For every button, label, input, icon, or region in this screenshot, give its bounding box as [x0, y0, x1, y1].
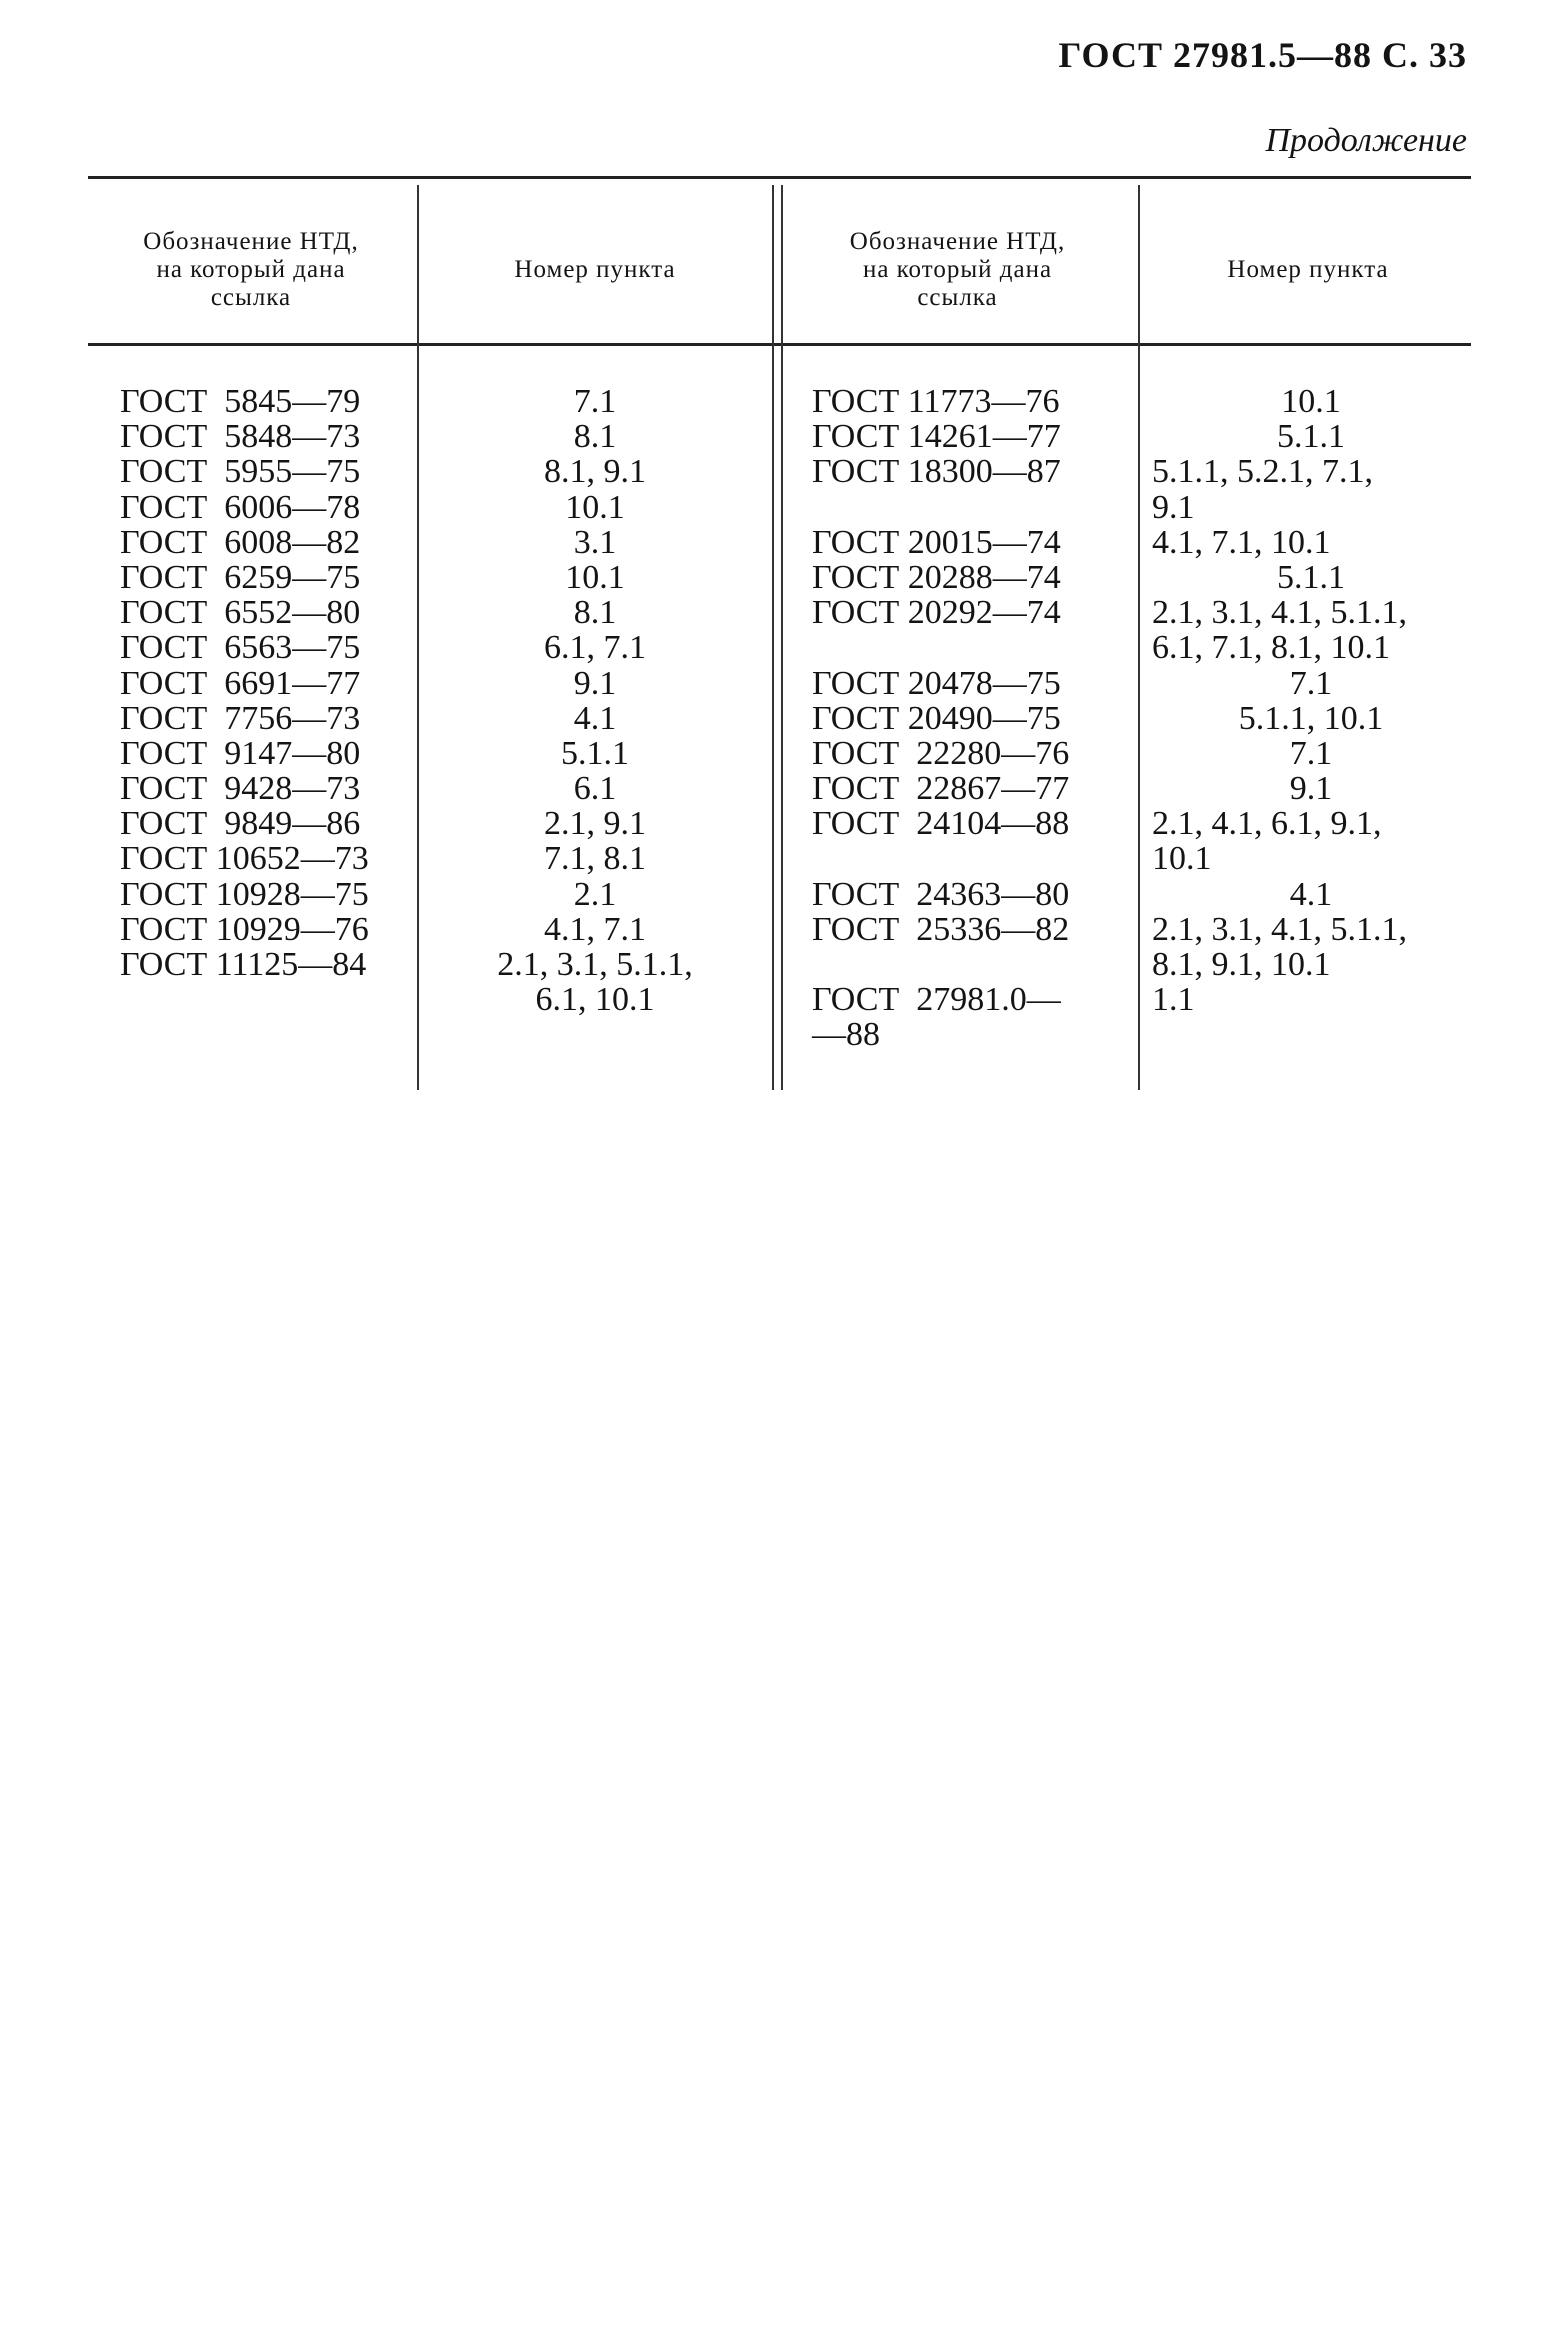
right-number-column: [1152, 384, 1470, 1053]
clause-number: 5.1.1: [1277, 418, 1345, 456]
reference-designation: ГОСТ 11125—84: [120, 946, 367, 983]
right-designation-column: [812, 384, 1069, 1053]
left-number-column: [440, 384, 750, 1017]
reference-designation: ГОСТ 24363—80: [812, 875, 1070, 913]
clause-number: 10.1: [1281, 383, 1341, 420]
continuation-label: Продолжение: [1265, 122, 1467, 159]
clause-number: 8.1: [573, 594, 617, 632]
spacer: [812, 490, 1069, 525]
clause-number: 7.1: [1289, 734, 1333, 772]
clause-number: 10.1: [565, 488, 625, 526]
clause-number: 4.1: [573, 699, 617, 737]
clause-number: 4.1: [1289, 875, 1333, 913]
reference-designation: ГОСТ 10928—75: [120, 875, 369, 913]
document-reference: ГОСТ 27981.5—88 С. 33: [1058, 35, 1467, 75]
reference-designation: ГОСТ 5848—73: [120, 418, 361, 456]
reference-designation: ГОСТ 18300—87: [812, 453, 1061, 491]
spacer: [812, 630, 1069, 665]
clause-number: 7.1, 8.1: [544, 840, 646, 878]
reference-designation: ГОСТ 5845—79: [120, 383, 361, 420]
clause-number: 5.1.1, 5.2.1, 7.1,: [1152, 453, 1373, 491]
clause-number: 5.1.1: [561, 734, 629, 772]
clause-number: 6.1: [573, 770, 617, 808]
spacer: [1152, 1017, 1470, 1052]
clause-number: 2.1, 9.1: [544, 805, 646, 843]
clause-number: 6.1, 7.1: [544, 629, 646, 667]
table-top-rule: [88, 176, 1471, 179]
reference-designation: ГОСТ 14261—77: [812, 418, 1061, 456]
spacer: [812, 947, 1069, 982]
column-header-number-left: Номер пункта: [514, 256, 676, 283]
reference-designation: ГОСТ 6563—75: [120, 629, 361, 667]
clause-number: 2.1: [573, 875, 617, 913]
clause-number: 9.1: [573, 664, 617, 702]
clause-number: 2.1, 3.1, 4.1, 5.1.1,: [1152, 910, 1407, 948]
reference-designation: ГОСТ 10929—76: [120, 910, 369, 948]
reference-designation: ГОСТ 11773—76: [812, 383, 1060, 420]
reference-designation: ГОСТ 5955—75: [120, 453, 361, 491]
clause-number: 2.1, 3.1, 4.1, 5.1.1,: [1152, 594, 1407, 632]
column-divider: [1138, 185, 1140, 1090]
reference-designation: ГОСТ 25336—82: [812, 910, 1070, 948]
clause-number: 4.1, 7.1: [544, 910, 646, 948]
reference-designation: ГОСТ 10652—73: [120, 840, 369, 878]
reference-designation: ГОСТ 6006—78: [120, 488, 361, 526]
spacer: [812, 841, 1069, 876]
double-column-divider-left: [772, 185, 774, 1090]
reference-designation: ГОСТ 6259—75: [120, 558, 361, 596]
clause-number: 4.1, 7.1, 10.1: [1152, 523, 1331, 561]
clause-number: 5.1.1, 10.1: [1238, 699, 1384, 737]
clause-number: 7.1: [1289, 664, 1333, 702]
clause-number: 8.1: [573, 418, 617, 456]
reference-designation: ГОСТ 22867—77: [812, 770, 1070, 808]
reference-designation: ГОСТ 24104—88: [812, 805, 1070, 843]
reference-designation: ГОСТ 6691—77: [120, 664, 361, 702]
clause-number: 8.1, 9.1: [544, 453, 646, 491]
clause-number: 10.1: [565, 558, 625, 596]
spacer: [120, 982, 369, 1017]
reference-designation: ГОСТ 27981.0—: [812, 981, 1061, 1019]
reference-designation: ГОСТ 9849—86: [120, 805, 361, 843]
clause-number: 3.1: [573, 523, 617, 561]
clause-number: 2.1, 3.1, 5.1.1,: [497, 946, 693, 983]
reference-designation: —88: [812, 1016, 880, 1054]
reference-designation: ГОСТ 20288—74: [812, 558, 1061, 596]
left-designation-column: [120, 384, 369, 1017]
clause-number: 2.1, 4.1, 6.1, 9.1,: [1152, 805, 1382, 843]
table-header-rule: [88, 343, 1471, 346]
reference-designation: ГОСТ 22280—76: [812, 734, 1070, 772]
clause-number: 7.1: [573, 383, 617, 420]
clause-number: 9.1: [1289, 770, 1333, 808]
clause-number: 8.1, 9.1, 10.1: [1152, 946, 1331, 983]
double-column-divider-right: [781, 185, 783, 1090]
reference-designation: ГОСТ 9428—73: [120, 770, 361, 808]
reference-designation: ГОСТ 6552—80: [120, 594, 361, 632]
clause-number: 5.1.1: [1277, 558, 1345, 596]
reference-designation: ГОСТ 20490—75: [812, 699, 1061, 737]
column-header-designation-left: Обозначение НТД, на который дана ссылка: [143, 228, 359, 311]
clause-number: 6.1, 7.1, 8.1, 10.1: [1152, 629, 1390, 667]
reference-designation: ГОСТ 9147—80: [120, 734, 361, 772]
clause-number: 1.1: [1152, 981, 1195, 1019]
column-divider: [417, 185, 419, 1090]
reference-designation: ГОСТ 7756—73: [120, 699, 361, 737]
column-header-number-right: Номер пункта: [1227, 256, 1389, 283]
reference-designation: ГОСТ 20292—74: [812, 594, 1061, 632]
clause-number: 6.1, 10.1: [535, 981, 655, 1019]
clause-number: 9.1: [1152, 488, 1195, 526]
clause-number: 10.1: [1152, 840, 1212, 878]
column-header-designation-right: Обозначение НТД, на который дана ссылка: [849, 228, 1066, 311]
reference-designation: ГОСТ 20478—75: [812, 664, 1061, 702]
reference-designation: ГОСТ 6008—82: [120, 523, 361, 561]
reference-designation: ГОСТ 20015—74: [812, 523, 1061, 561]
